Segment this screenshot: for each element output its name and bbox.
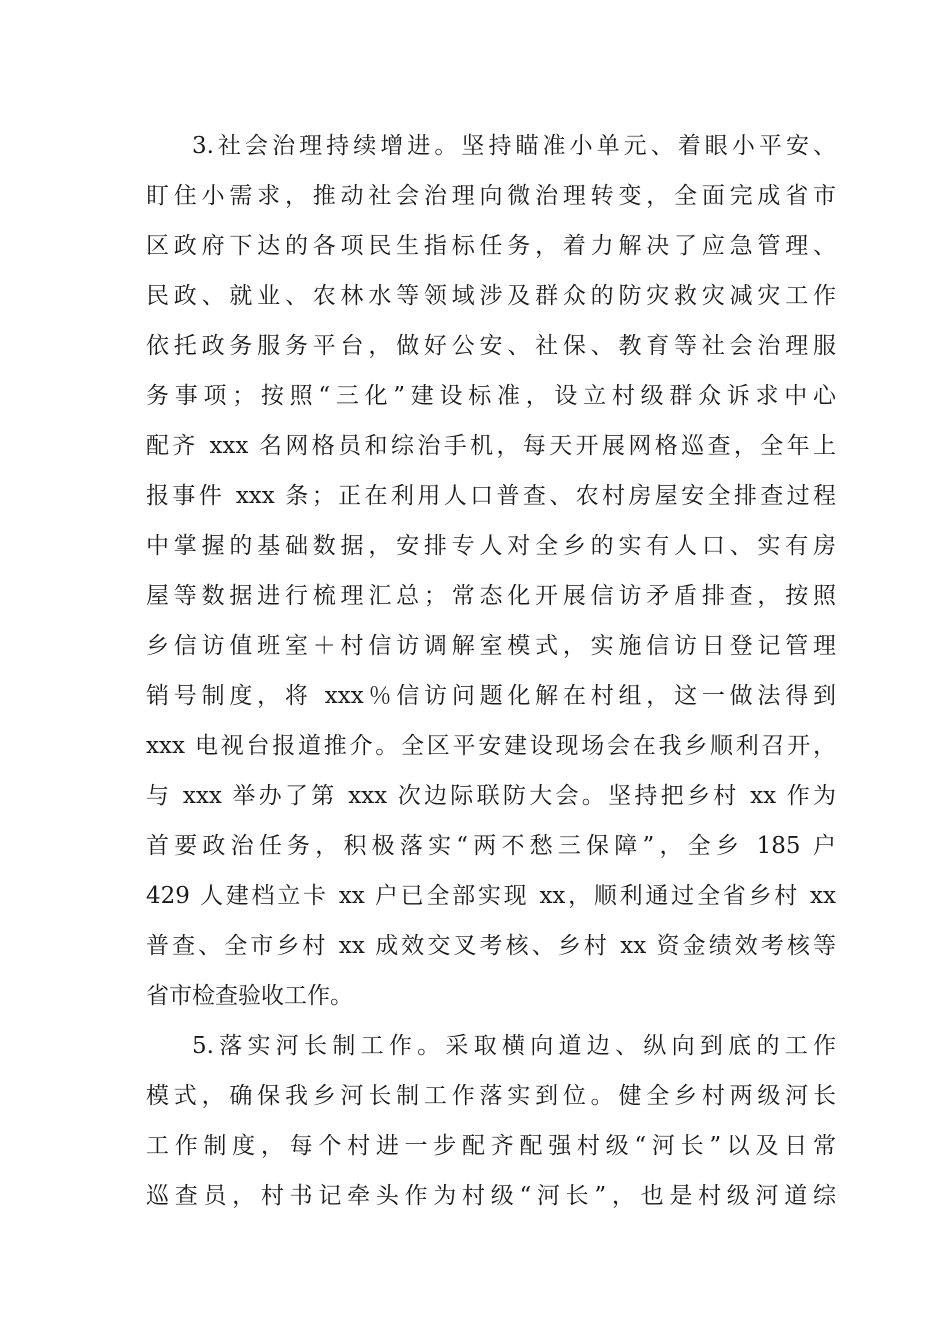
paragraph-line: 乡信访值班室＋村信访调解室模式，实施信访日登记管理 [146,633,836,659]
paragraph-line: 与 xxx 举办了第 xxx 次边际联防大会。坚持把乡村 xx 作为 [146,783,836,809]
paragraph-line: 首要政治任务，积极落实“两不愁三保障”，全乡 185 户 [146,833,836,859]
paragraph-line: 省市检查验收工作。 [146,983,353,1009]
paragraph-line: 务事项；按照“三化”建设标准，设立村级群众诉求中心 [146,383,836,409]
paragraph-line: 报事件 xxx 条；正在利用人口普查、农村房屋安全排查过程 [146,483,836,509]
paragraph-line: 5.落实河长制工作。采取横向道边、纵向到底的工作 [192,1033,836,1059]
paragraph-line: 依托政务服务平台，做好公安、社保、教育等社会治理服 [146,333,836,359]
paragraph-line: 普查、全市乡村 xx 成效交叉考核、乡村 xx 资金绩效考核等 [146,933,836,959]
paragraph-line: 模式，确保我乡河长制工作落实到位。健全乡村两级河长 [146,1083,836,1109]
document-body [146,121,836,1221]
paragraph-line: 中掌握的基础数据，安排专人对全乡的实有人口、实有房 [146,533,836,559]
paragraph-line: 盯住小需求，推动社会治理向微治理转变，全面完成省市 [146,183,836,209]
paragraph-line: 3.社会治理持续增进。坚持瞄准小单元、着眼小平安、 [192,133,836,159]
paragraph-line: 屋等数据进行梳理汇总；常态化开展信访矛盾排查，按照 [146,583,836,609]
paragraph-line: 巡查员，村书记牵头作为村级“河长”，也是村级河道综 [146,1183,836,1209]
paragraph-line: 配齐 xxx 名网格员和综治手机，每天开展网格巡查，全年上 [146,433,836,459]
paragraph-line: 429 人建档立卡 xx 户已全部实现 xx，顺利通过全省乡村 xx [146,883,836,909]
paragraph-line: 销号制度，将 xxx％信访问题化解在村组，这一做法得到 [146,683,836,709]
paragraph-line: 区政府下达的各项民生指标任务，着力解决了应急管理、 [146,233,836,259]
paragraph-line: xxx 电视台报道推介。全区平安建设现场会在我乡顺利召开， [146,733,836,759]
paragraph-line: 民政、就业、农林水等领域涉及群众的防灾救灾减灾工作 [146,283,836,309]
paragraph-line: 工作制度，每个村进一步配齐配强村级“河长”以及日常 [146,1133,836,1159]
